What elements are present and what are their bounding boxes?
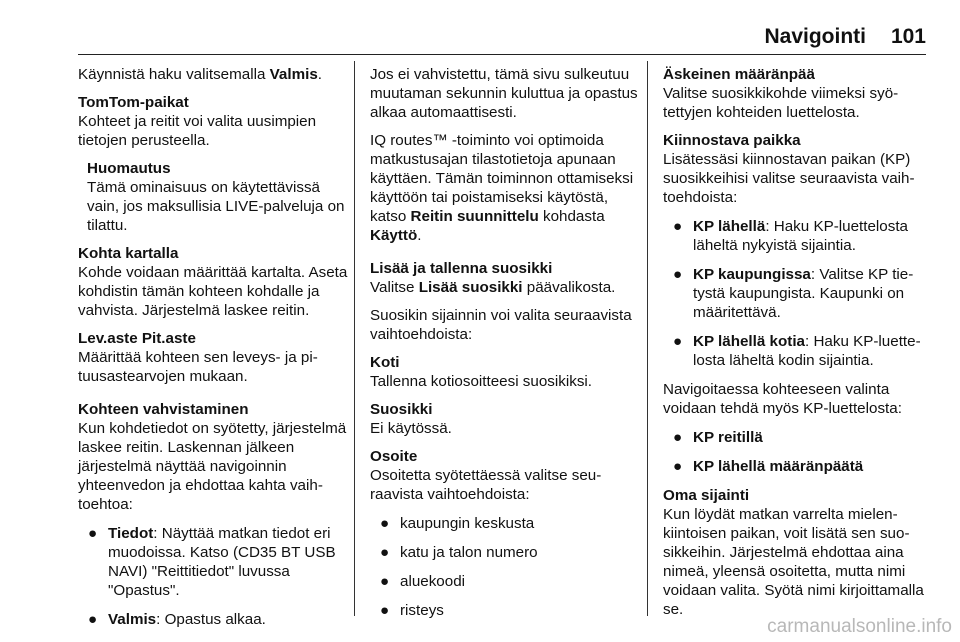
favourite-location-text: Suosikin sijainnin voi valita seuraavista vaihtoehdoista:: [370, 307, 632, 343]
vahvistaminen-text: Kun kohdetiedot on syötetty, järjestelmä laskee reitin. Laskennan jälkeen järjestelmä näyttää navigoinnin yhteenvedon ja ehdottaa kahta vaihtoehtoa:: [78, 420, 347, 513]
iq-routes-text: IQ routes™ -toiminto voi optimoida matkustusajan tilastotietoja apunaan käyttäen. Tämän toiminnon ottamiseksi käyttöön tai poistamiseksi käytöstä, katso Reitin suunnittelu kohdasta Käyttö.: [370, 132, 634, 244]
list-item: ● risteys: [380, 602, 444, 619]
recent-destination-text: Valitse suosikkikohde viimeksi syötettyjen kohteiden luettelosta.: [663, 85, 899, 121]
page-number: 101: [890, 25, 926, 48]
list-item: ● KP lähellä kotia: Haku KP-luettelosta läheltä kodin sijaintia.: [673, 333, 921, 369]
bullet-icon: ●: [88, 611, 98, 628]
own-location-text: Kun löydät matkan varrelta mielenkiintoisen paikan, voit lisätä sen suosikkeihin. Järjestelmä ehdottaa aina nimeä, yleensä osoitetta, mutta nimi voidaan valita. Syötä nimi kirjoittamalla se.: [663, 506, 924, 618]
tomtom-text: Kohteet ja reitit voi valita uusimpien tietojen perusteella.: [78, 113, 317, 149]
bullet-icon: ●: [673, 429, 683, 446]
list-item: ● KP lähellä: Haku KP-luettelosta läheltä nykyistä sijaintia.: [673, 218, 908, 254]
poi-heading: Kiinnostava paikka: [663, 132, 801, 149]
intro-paragraph: Käynnistä haku valitsemalla Valmis.: [78, 66, 323, 83]
column-divider: [647, 61, 648, 616]
list-item: ● aluekoodi: [380, 573, 466, 590]
watermark: carmanualsonline.info: [767, 616, 952, 637]
list-item: ● katu ja talon numero: [380, 544, 538, 561]
note-title: Huomautus: [87, 160, 171, 177]
column-2: [370, 65, 646, 630]
bullet-icon: ●: [380, 602, 390, 619]
own-location-heading: Oma sijainti: [663, 487, 750, 504]
column-1: [78, 65, 354, 639]
navigation-poi-list: [663, 428, 929, 476]
bullet-icon: ●: [673, 266, 683, 283]
suosikki-heading: Suosikki: [370, 401, 433, 418]
kohta-text: Kohde voidaan määrittää kartalta. Aseta kohdistin tämän kohteen kohdalle ja vahvista. Järjestelmä laskee reitin.: [78, 264, 348, 319]
koti-heading: Koti: [370, 354, 400, 371]
navigation-poi-text: Navigoitaessa kohteeseen valinta voidaan tehdä myös KP-luettelosta:: [663, 381, 902, 417]
header-rule: [78, 54, 926, 55]
bullet-icon: ●: [380, 544, 390, 561]
list-item: ● kaupungin keskusta: [380, 515, 535, 532]
poi-text: Lisätessäsi kiinnostavan paikan (KP) suosikkeihisi valitse seuraavista vaihtoehdoista:: [663, 151, 915, 206]
suosikki-text: Ei käytössä.: [370, 420, 452, 437]
list-item: ● Tiedot: Näyttää matkan tiedot eri muodoissa. Katso (CD35 BT USB NAVI) "Reittitiedot" luvussa "Opastus".: [88, 525, 336, 599]
list-item: ● Valmis: Opastus alkaa.: [88, 611, 266, 628]
bullet-icon: ●: [673, 458, 683, 475]
osoite-heading: Osoite: [370, 448, 418, 465]
column-divider: [354, 61, 355, 616]
note-box: [87, 159, 354, 235]
osoite-text: Osoitetta syötettäessä valitse seuraavista vaihtoehdoista:: [370, 467, 602, 503]
bullet-icon: ●: [673, 218, 683, 235]
tomtom-heading: TomTom-paikat: [78, 94, 189, 111]
vahvistaminen-heading: Kohteen vahvistaminen: [78, 401, 249, 418]
levaste-heading: Lev.aste Pit.aste: [78, 330, 196, 347]
list-item: ● KP lähellä määränpäätä: [673, 458, 864, 475]
bullet-icon: ●: [88, 525, 98, 542]
kohta-heading: Kohta kartalla: [78, 245, 179, 262]
add-favourite-heading: Lisää ja tallenna suosikki: [370, 260, 553, 277]
address-options-list: [370, 514, 646, 620]
recent-destination-heading: Äskeinen määränpää: [663, 66, 815, 83]
page-header: [0, 0, 960, 52]
levaste-text: Määrittää kohteen sen leveys- ja pituusastearvojen mukaan.: [78, 349, 318, 385]
auto-confirm-text: Jos ei vahvistettu, tämä sivu sulkeutuu muutaman sekunnin kuluttua ja opastus alkaa automaattisesti.: [370, 66, 638, 121]
add-favourite-text: Valitse Lisää suosikki päävalikosta.: [370, 279, 616, 296]
bullet-icon: ●: [673, 333, 683, 350]
list-item: ● KP kaupungissa: Valitse KP tietystä kaupungista. Kaupunki on määritettävä.: [673, 266, 914, 321]
list-item: ● KP reitillä: [673, 429, 763, 446]
confirm-options-list: [78, 524, 354, 629]
page-title: Navigointi: [764, 25, 866, 48]
note-text: Tämä ominaisuus on käytettävissä vain, jos maksullisia LIVE-palveluja on tilattu.: [87, 179, 345, 234]
koti-text: Tallenna kotiosoitteesi suosikiksi.: [370, 373, 593, 390]
bullet-icon: ●: [380, 573, 390, 590]
bullet-icon: ●: [380, 515, 390, 532]
poi-options-list: [663, 217, 929, 370]
column-3: [663, 65, 929, 628]
